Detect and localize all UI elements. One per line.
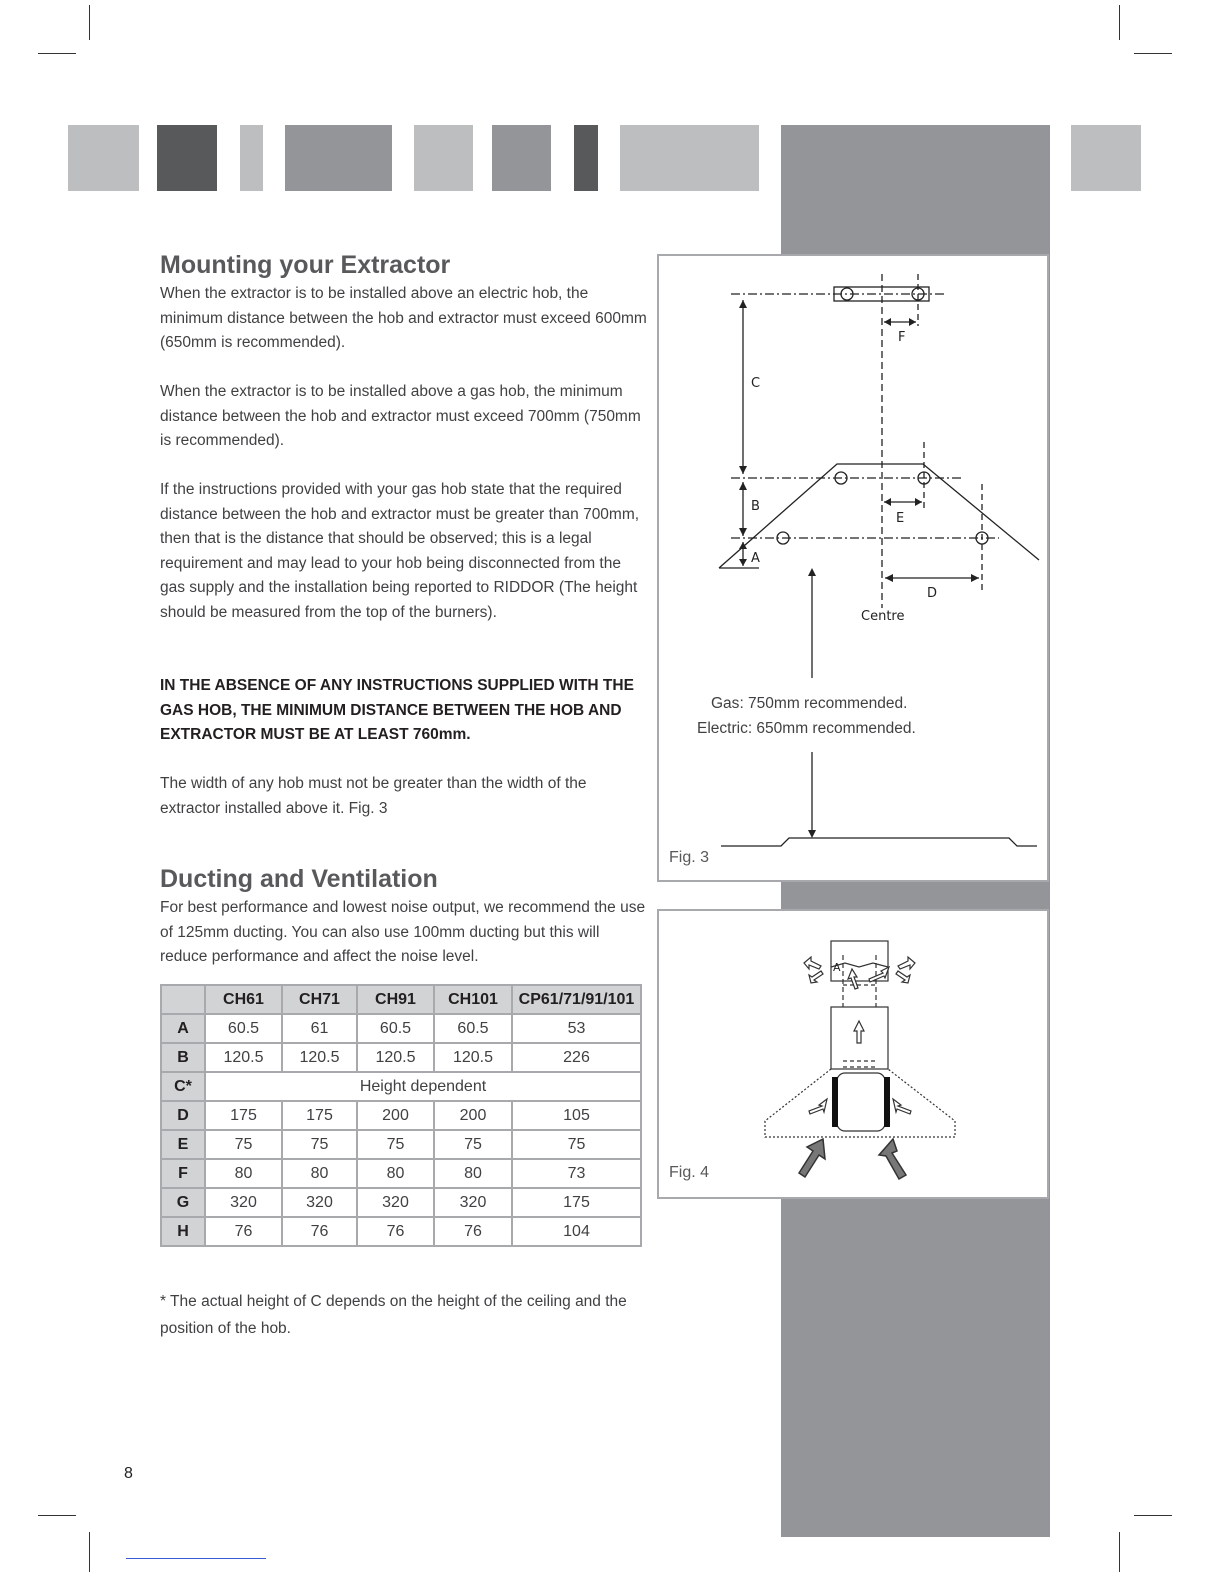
table-cell-merged: Height dependent xyxy=(205,1072,641,1101)
table-row xyxy=(161,1101,641,1130)
gas-label: Gas xyxy=(711,695,740,712)
table-cell: 75 xyxy=(434,1130,512,1159)
column-header: CH71 xyxy=(282,985,357,1014)
table-cell: 80 xyxy=(282,1159,357,1188)
intake-arrow-right xyxy=(879,1139,906,1179)
table-cell: 175 xyxy=(512,1188,641,1217)
arrowhead xyxy=(739,482,747,490)
crop-mark-bottom-right-horizontal xyxy=(1134,1515,1172,1516)
table-cell: 320 xyxy=(357,1188,434,1217)
hood-outline xyxy=(719,464,1039,568)
table-cell: 120.5 xyxy=(434,1043,512,1072)
intake-arrow-left xyxy=(799,1139,825,1177)
arrowhead xyxy=(884,498,891,506)
arrowhead xyxy=(739,300,747,308)
table-cell: 200 xyxy=(357,1101,434,1130)
dimensions-table xyxy=(160,984,642,1247)
airflow-inner-arrow xyxy=(869,967,889,982)
table-cell: 120.5 xyxy=(205,1043,282,1072)
table-row xyxy=(161,1217,641,1246)
header-block xyxy=(240,125,263,191)
column-header: CH101 xyxy=(434,985,512,1014)
row-label: H xyxy=(161,1217,205,1246)
figure-3 xyxy=(657,254,1049,882)
table-header-row xyxy=(161,985,641,1014)
crop-mark-top-right-vertical xyxy=(1119,5,1120,40)
table-row xyxy=(161,1130,641,1159)
dim-label-c: C xyxy=(751,376,761,391)
figure-4-label: Fig. 4 xyxy=(669,1164,710,1181)
row-label: F xyxy=(161,1159,205,1188)
header-block xyxy=(620,125,759,191)
table-cell: 60.5 xyxy=(357,1014,434,1043)
header-block xyxy=(157,125,217,191)
table-corner-cell xyxy=(161,985,205,1014)
dim-label-f: F xyxy=(898,330,906,345)
dimension-arrowheads xyxy=(739,300,979,838)
centre-label: Centre xyxy=(861,609,905,624)
table-row xyxy=(161,1188,641,1217)
arrowhead xyxy=(885,574,893,582)
table-cell: 75 xyxy=(282,1130,357,1159)
header-block xyxy=(414,125,473,191)
table-cell: 175 xyxy=(205,1101,282,1130)
mounting-paragraph-width: The width of any hob must not be greater than the width of the extractor installed above it. Fig. 3 xyxy=(160,775,587,817)
column-header: CH91 xyxy=(357,985,434,1014)
mounting-paragraph-gas: When the extractor is to be installed above a gas hob, the minimum distance between the hob and extractor must exceed 700mm (750mm is recommended). xyxy=(160,383,641,449)
dim-label-b: B xyxy=(751,499,760,514)
arrowhead xyxy=(739,542,747,549)
intake-arrows xyxy=(799,1139,906,1179)
airflow-side-arrow xyxy=(893,1099,911,1114)
motor-walls xyxy=(832,1077,890,1127)
gas-recommendation xyxy=(711,695,907,712)
arrowhead xyxy=(739,528,747,536)
table-cell: 61 xyxy=(282,1014,357,1043)
footer-link-underline xyxy=(126,1558,266,1559)
table-cell: 120.5 xyxy=(282,1043,357,1072)
table-cell: 73 xyxy=(512,1159,641,1188)
ducting-title: Ducting and Ventilation xyxy=(160,865,438,893)
table-cell: 76 xyxy=(282,1217,357,1246)
table-cell: 76 xyxy=(357,1217,434,1246)
table-cell: 60.5 xyxy=(205,1014,282,1043)
table-cell: 80 xyxy=(434,1159,512,1188)
table-row xyxy=(161,1043,641,1072)
table-row xyxy=(161,1072,641,1101)
table-cell: 200 xyxy=(434,1101,512,1130)
mounting-paragraph-electric: When the extractor is to be installed above an electric hob, the minimum distance between the hob and extractor must exceed 600mm (650mm is recommended). xyxy=(160,285,647,351)
arrowhead xyxy=(971,574,979,582)
table-cell: 60.5 xyxy=(434,1014,512,1043)
table-row xyxy=(161,1159,641,1188)
arrowhead xyxy=(739,466,747,474)
table-cell: 175 xyxy=(282,1101,357,1130)
table-cell: 104 xyxy=(512,1217,641,1246)
airflow-out-arrow xyxy=(804,957,821,969)
header-block xyxy=(574,125,598,191)
electric-recommendation: Electric: 650mm recommended. xyxy=(697,720,916,737)
arrowhead xyxy=(915,498,922,506)
motor-wall xyxy=(832,1077,838,1127)
fig4-marker: A xyxy=(833,961,841,974)
airflow-side-arrow xyxy=(809,1099,827,1114)
table-cell: 76 xyxy=(205,1217,282,1246)
airflow-out-arrow xyxy=(896,971,910,983)
crop-mark-bottom-right-vertical xyxy=(1119,1532,1120,1572)
mounting-warning: IN THE ABSENCE OF ANY INSTRUCTIONS SUPPLIED WITH THE GAS HOB, THE MINIMUM DISTANCE BETWEEN THE HOB AND EXTRACTOR MUST BE AT LEAST 760mm. xyxy=(160,677,634,743)
motor-housing xyxy=(837,1073,885,1131)
airflow-up-arrow xyxy=(854,1021,864,1043)
crop-mark-bottom-left-vertical xyxy=(89,1532,90,1572)
motor-wall xyxy=(884,1077,890,1127)
header-block xyxy=(492,125,551,191)
figure-4-diagram xyxy=(659,911,1047,1197)
arrowhead xyxy=(808,830,816,838)
hob-outline xyxy=(721,838,1037,846)
header-block xyxy=(1071,125,1141,191)
dim-label-e: E xyxy=(896,511,905,526)
ducting-paragraph: For best performance and lowest noise output, we recommend the use of 125mm ducting. You can also use 100mm ducting but this will reduce performance and affect the noise level. xyxy=(160,899,646,965)
row-label: G xyxy=(161,1188,205,1217)
crop-mark-top-left-horizontal xyxy=(38,53,76,54)
table-cell: 105 xyxy=(512,1101,641,1130)
table-cell: 320 xyxy=(205,1188,282,1217)
arrowhead xyxy=(808,568,816,576)
table-cell: 53 xyxy=(512,1014,641,1043)
header-block xyxy=(68,125,139,191)
row-label: B xyxy=(161,1043,205,1072)
crop-mark-top-left-vertical xyxy=(89,5,90,40)
figure-4 xyxy=(657,909,1049,1199)
table-cell: 226 xyxy=(512,1043,641,1072)
table-row xyxy=(161,1014,641,1043)
table-cell: 320 xyxy=(434,1188,512,1217)
table-cell: 80 xyxy=(205,1159,282,1188)
table-cell: 75 xyxy=(357,1130,434,1159)
table-cell: 80 xyxy=(357,1159,434,1188)
table-footnote: * The actual height of C depends on the height of the ceiling and the position of the hob. xyxy=(160,1293,627,1337)
row-label: C* xyxy=(161,1072,205,1101)
gas-distance-text: : 750mm recommended. xyxy=(739,695,908,712)
mounting-title: Mounting your Extractor xyxy=(160,251,451,279)
page-number: 8 xyxy=(124,1465,133,1482)
airflow-out-arrow xyxy=(809,971,823,983)
arrowhead xyxy=(909,318,916,326)
arrowhead xyxy=(884,318,891,326)
table-cell: 76 xyxy=(434,1217,512,1246)
table-cell: 320 xyxy=(282,1188,357,1217)
dim-label-a: A xyxy=(751,551,760,566)
figure-3-diagram xyxy=(659,256,1047,880)
airflow-inner-arrow xyxy=(848,969,858,989)
column-header: CP61/71/91/101 xyxy=(512,985,641,1014)
row-label: E xyxy=(161,1130,205,1159)
header-block xyxy=(285,125,392,191)
crop-mark-top-right-horizontal xyxy=(1134,53,1172,54)
column-header: CH61 xyxy=(205,985,282,1014)
table-cell: 75 xyxy=(205,1130,282,1159)
table-cell: 120.5 xyxy=(357,1043,434,1072)
mounting-paragraph-instructions: If the instructions provided with your gas hob state that the required distance between the hob and extractor must be greater than 700mm, then that is the distance that should be observed; this is a legal requirement and may lead to your hob being disconnected from the gas supply and the installation being reported to RIDDOR (The height should be measured from the top of the burners). xyxy=(160,481,640,621)
hood-outline-dotted xyxy=(765,1069,955,1137)
row-label: D xyxy=(161,1101,205,1130)
table-cell: 75 xyxy=(512,1130,641,1159)
arrowhead xyxy=(739,559,747,566)
dim-label-d: D xyxy=(927,586,938,601)
crop-mark-bottom-left-horizontal xyxy=(38,1515,76,1516)
airflow-out-arrow xyxy=(898,957,915,969)
figure-3-label: Fig. 3 xyxy=(669,849,710,866)
row-label: A xyxy=(161,1014,205,1043)
